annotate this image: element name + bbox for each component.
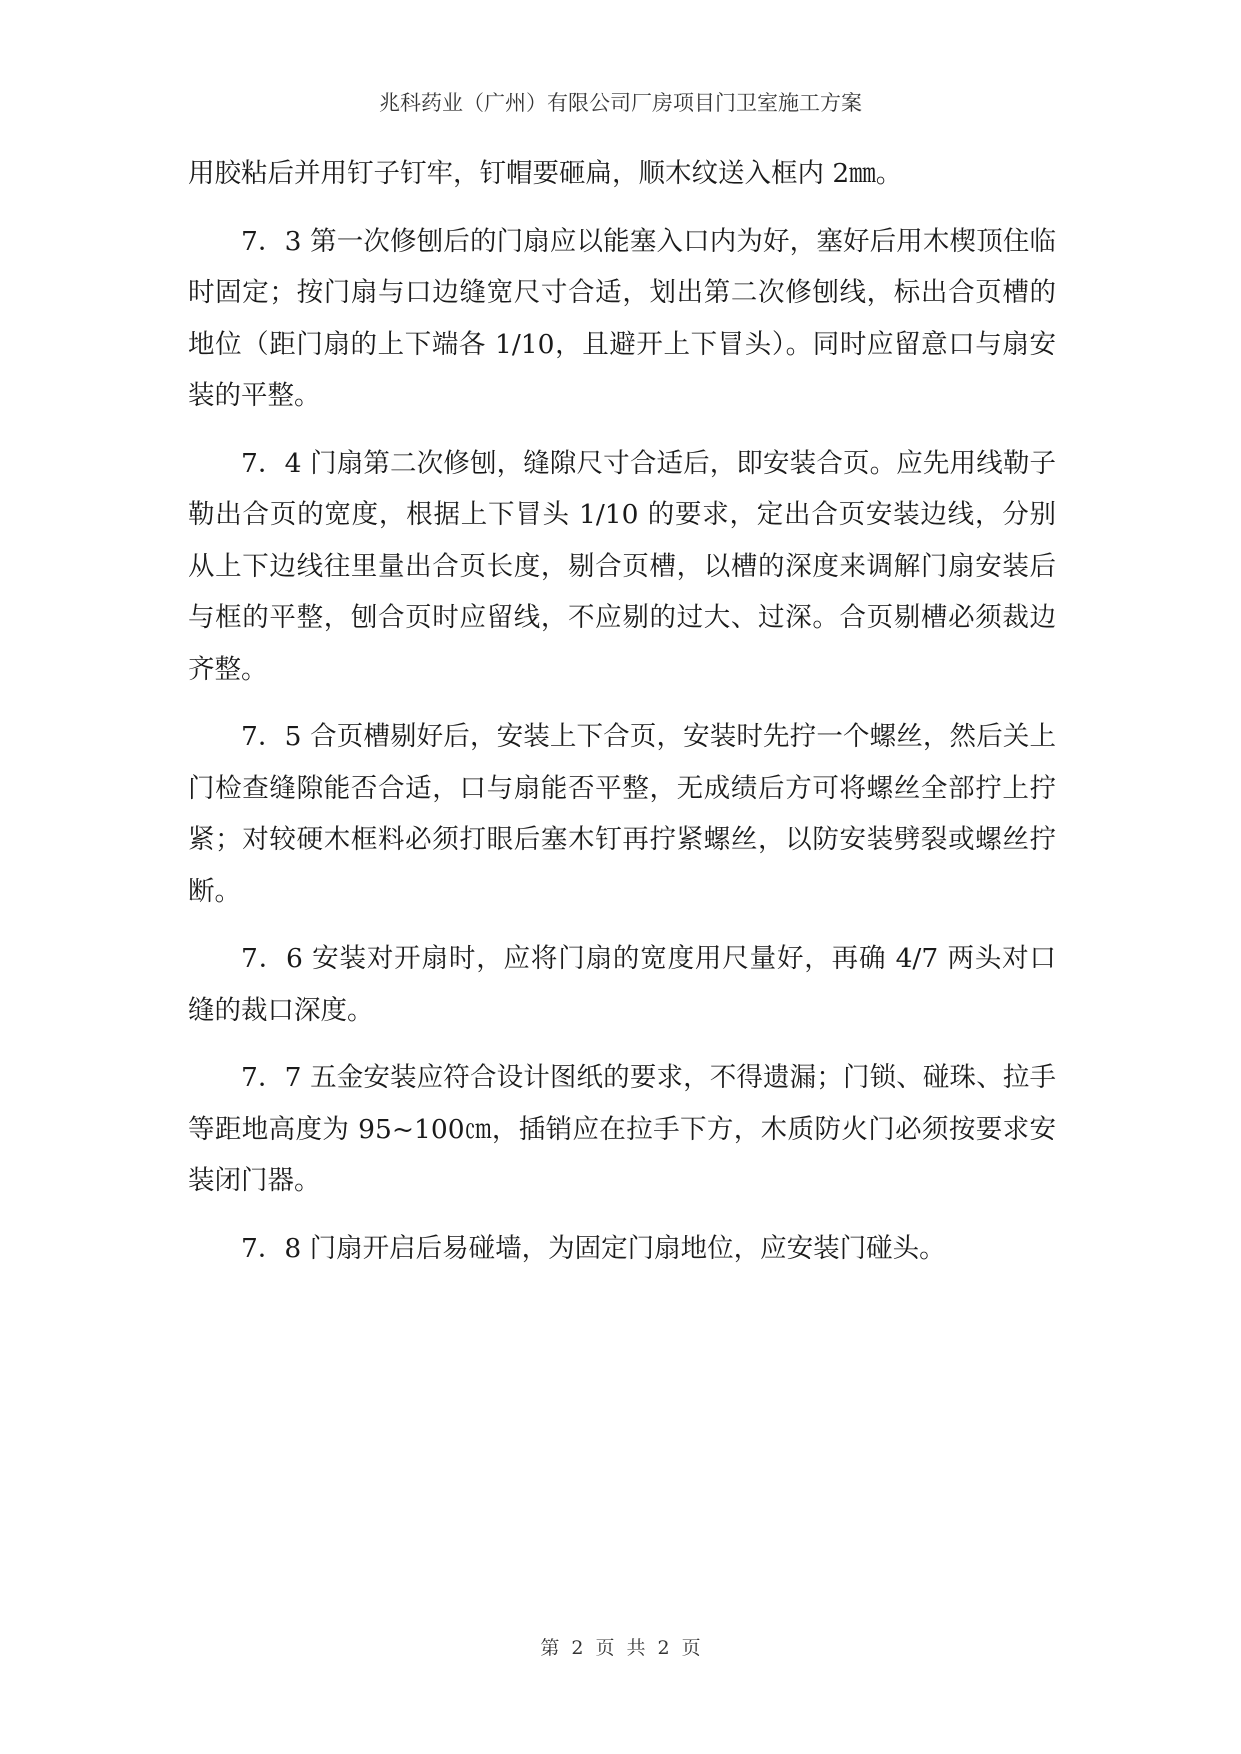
- paragraph-7-4: 7．4 门扇第二次修刨，缝隙尺寸合适后，即安装合页。应先用线勒子勒出合页的宽度，根据上下冒头 1/10 的要求，定出合页安装边线，分别从上下边线往里量出合页长度，剔合页槽，以槽的深度来调解门扇安装后与框的平整，刨合页时应留线，不应剔的过大、过深。合页剔槽必须裁边齐整。: [188, 447, 1056, 685]
- document-body: [188, 148, 1056, 1274]
- paragraph-7-3: 7．3 第一次修刨后的门扇应以能塞入口内为好，塞好后用木楔顶住临时固定；按门扇与口边缝宽尺寸合适，划出第二次修刨线，标出合页槽的地位（距门扇的上下端各 1/10，且避开上下冒头）。同时应留意口与扇安装的平整。: [188, 225, 1056, 411]
- paragraph-7-5: 7．5 合页槽剔好后，安装上下合页，安装时先拧一个螺丝，然后关上门检查缝隙能否合适，口与扇能否平整，无成绩后方可将螺丝全部拧上拧紧；对较硬木框料必须打眼后塞木钉再拧紧螺丝，以防安装劈裂或螺丝拧断。: [188, 721, 1056, 907]
- paragraph-continuation: 用胶粘后并用钉子钉牢，钉帽要砸扁，顺木纹送入框内 2㎜。: [188, 158, 903, 189]
- paragraph-7-8: 7．8 门扇开启后易碰墙，为固定门扇地位，应安装门碰头。: [241, 1232, 946, 1264]
- page-number: 第 2 页 共 2 页: [540, 1637, 701, 1659]
- page-header: 兆科药业（广州）有限公司厂房项目门卫室施工方案: [379, 91, 862, 115]
- paragraph-7-6: 7．6 安装对开扇时，应将门扇的宽度用尺量好，再确 4/7 两头对口缝的裁口深度。: [188, 943, 1056, 1026]
- paragraph-7-7: 7．7 五金安装应符合设计图纸的要求，不得遗漏；门锁、碰珠、拉手等距地高度为 95~100㎝，插销应在拉手下方，木质防火门必须按要求安装闭门器。: [188, 1062, 1056, 1196]
